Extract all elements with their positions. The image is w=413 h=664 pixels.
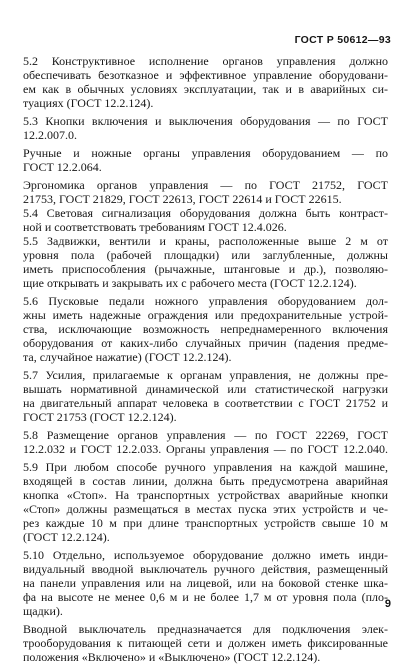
text-line: положения «Включено» и «Выключено» (ГОСТ 12.2.124). [23,650,321,664]
text-line: щие открывать и закрывать их с рабочего места (ГОСТ 12.2.124). [23,276,357,290]
paragraph-5-3 [23,114,388,142]
paragraph-5-6 [23,294,388,364]
text-line: видуальный вводной выключатель ручного действия, размещенный [23,562,388,576]
text-line: уровня пола (рабочей площадки) или заглубленные, должны [23,248,388,262]
body-text [23,54,388,664]
text-line: ем как в обычных условиях эксплуатации, так и в аварийных си- [23,82,388,96]
text-line: вышать нормативной динамической или статистической нагрузки [23,382,388,396]
text-line: щадки). [23,604,63,618]
text-line: входящей в состав линии, должна быть предусмотрена аварийная [23,474,388,488]
text-line: 5.3 Кнопки включения и выключения оборудования — по ГОСТ [23,114,388,128]
paragraph-5-7 [23,368,388,424]
text-line: на панели управления или на лицевой, или на боковой стенке шка- [23,576,388,590]
text-line: 5.8 Размещение органов управления — по ГОСТ 22269, ГОСТ [23,428,388,442]
document-header: ГОСТ Р 50612—93 [294,34,391,46]
paragraph-ergonomics [23,178,388,290]
text-line: «Стоп» должны размещаться в местах пуска этих устройств и че- [23,502,388,516]
text-line: рез каждые 10 м при длине транспортных устройств свыше 10 м [23,516,388,530]
text-line: 5.9 При любом способе ручного управления на каждой машине, [23,460,388,474]
text-line: фа на высоте не менее 0,6 м и не более 1,7 м от уровня пола (пло- [23,590,388,604]
text-line: на двигательный аппарат человека в соответствии с ГОСТ 21752 и [23,396,388,410]
text-line: та, случайное нажатие) (ГОСТ 12.2.124). [23,350,232,364]
paragraph-5-9 [23,460,388,544]
text-line: 5.4 Световая сигнализация оборудования должна быть контраст- [23,206,388,220]
text-line: жны иметь надежные ограждения или предохранительные устрой- [23,308,388,322]
text-line: оборудования от каких-либо случайных причин (падения предме- [23,336,388,350]
paragraph-5-2 [23,54,388,110]
text-line: ства, исключающие возможность непреднамеренного включения [23,322,388,336]
text-line: иметь приспособления (рычажные, штанговые и др.), позволяю- [23,262,388,276]
text-line: 5.6 Пусковые педали ножного управления оборудованием дол- [23,294,388,308]
text-line: ГОСТ 21753 (ГОСТ 12.2.124). [23,410,177,424]
text-line: 5.5 Задвижки, вентили и краны, расположенные выше 2 м от [23,234,388,248]
text-line: Вводной выключатель предназначается для подключения элек- [23,622,388,636]
text-line: 12.2.007.0. [23,128,77,142]
paragraph-input-switch [23,622,388,664]
text-line: ГОСТ 12.2.064. [23,160,102,174]
text-line: 5.10 Отдельно, используемое оборудование должно иметь инди- [23,548,388,562]
text-line: обеспечивать безотказное и эффективное управление оборудовани- [23,68,388,82]
text-line: (ГОСТ 12.2.124). [23,530,110,544]
text-line: Эргономика органов управления — по ГОСТ 21752, ГОСТ [23,178,388,192]
text-line: кнопка «Стоп». На транспортных устройствах аварийные кнопки [23,488,388,502]
paragraph-manual-controls [23,146,388,174]
paragraph-5-10 [23,548,388,618]
page-number: 9 [384,598,391,610]
text-line: 5.2 Конструктивное исполнение органов управления должно [23,54,388,68]
text-line: туациях (ГОСТ 12.2.124). [23,96,154,110]
paragraph-5-8 [23,428,388,456]
text-line: ной и соответствовать требованиям ГОСТ 12.4.026. [23,220,287,234]
text-line: трооборудования к питающей сети и должен иметь фиксированные [23,636,388,650]
text-line: 12.2.032 и ГОСТ 12.2.033. Органы управления — по ГОСТ 12.2.040. [23,442,388,456]
text-line: 21753, ГОСТ 21829, ГОСТ 22613, ГОСТ 22614 и ГОСТ 22615. [23,192,342,206]
text-line: 5.7 Усилия, прилагаемые к органам управления, не должны пре- [23,368,388,382]
text-line: Ручные и ножные органы управления оборудованием — по [23,146,388,160]
